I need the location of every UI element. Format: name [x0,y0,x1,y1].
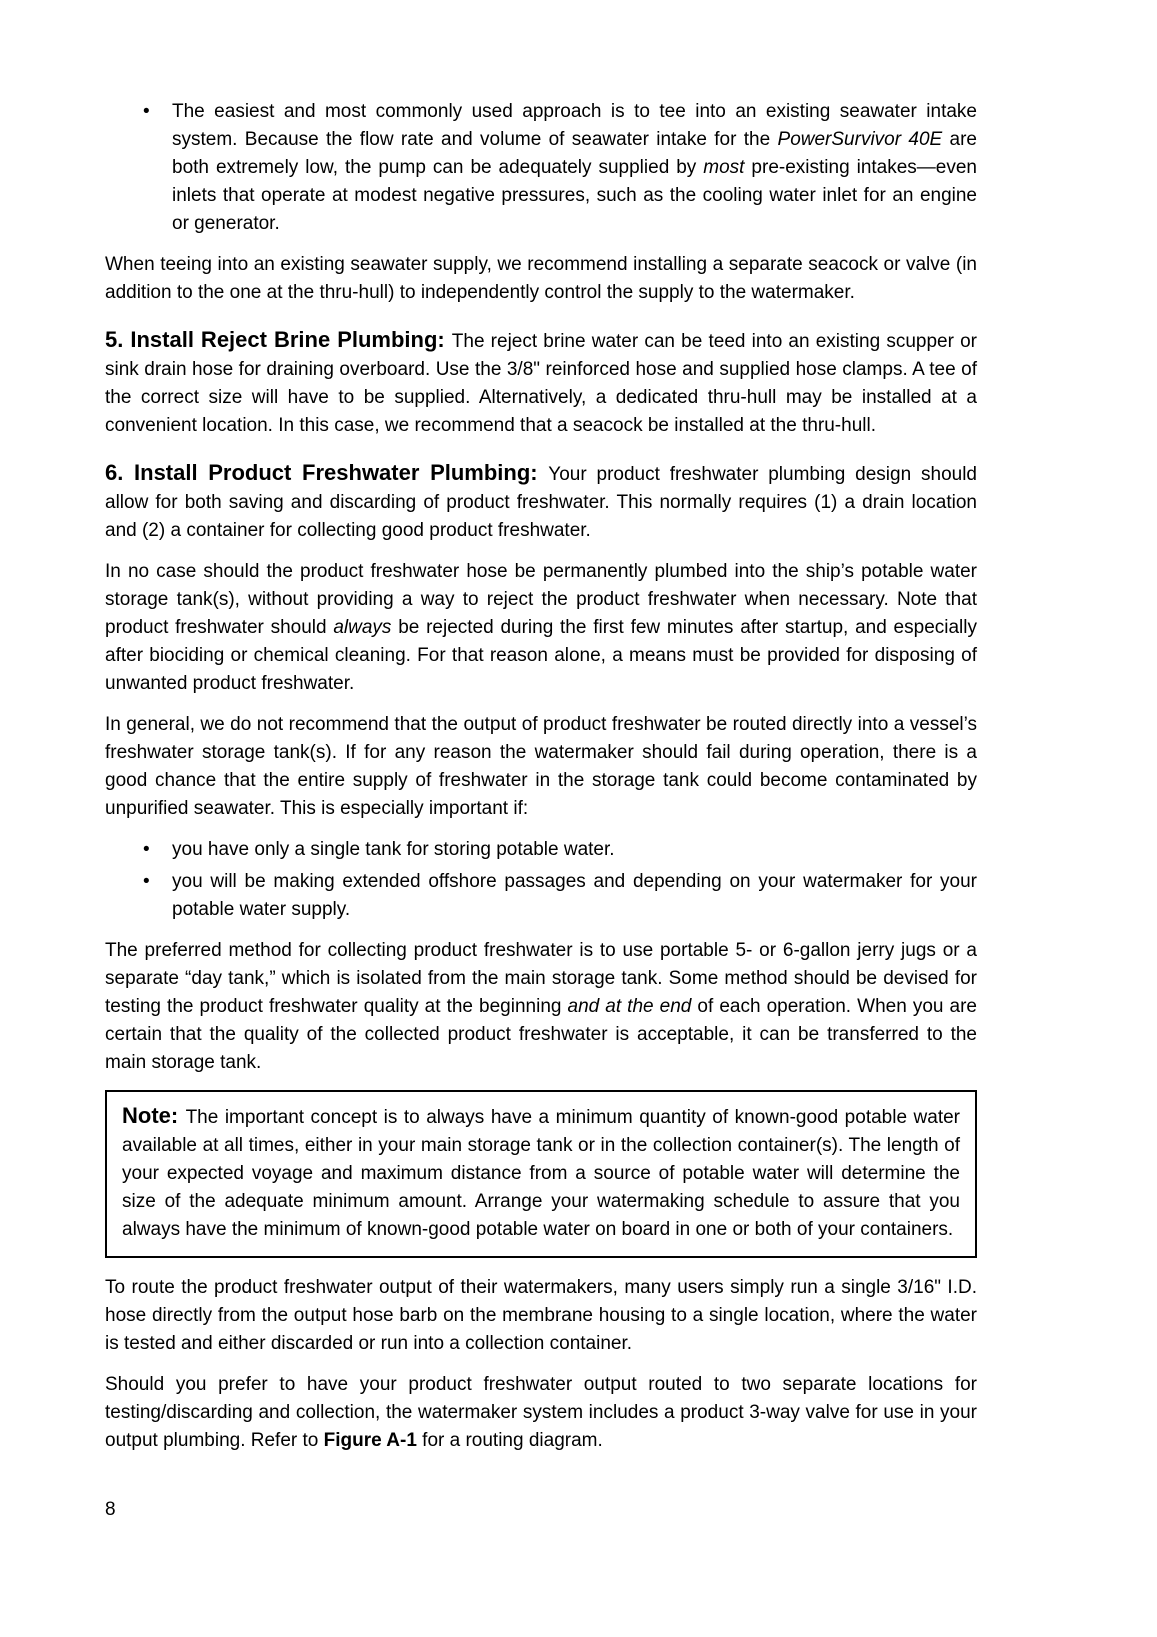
text-segment: The important concept is to always have a minimum quantity of known-good potable water available at all times, either in your main storage tank or in the collection container(s). The length of your expected voyage and maximum distance from a source of potable water will determine the size of the adequate minimum amount. Arrange your watermaking schedule to assure that you always have the minimum of known-good potable water on board in one or both of your containers. [122,1107,960,1240]
bullet-single-tank [105,836,977,864]
text-segment: of each operation. When you are certain that the quality of the collected product freshwater is acceptable, it can be transferred to the main storage tank. [105,996,977,1073]
text-segment: PowerSurvivor 40E [777,129,943,150]
para-teeing-existing-supply [105,251,977,307]
text-segment: and at the end [567,996,692,1017]
bullet-offshore-passages [105,868,977,924]
text-segment: The reject brine water can be teed into an existing scupper or sink drain hose for draining overboard. Use the 3/8" reinforced hose and supplied hose clamps. A tee of the correct size will have to be supplied. Alternatively, a dedicated thru-hull may be installed at a convenient location. In this case, we recommend that a seacock be installed at the thru-hull. [105,331,977,436]
text-segment: To route the product freshwater output of their watermakers, many users simply run a single 3/16" I.D. hose directly from the output hose barb on the membrane housing to a single location, where the water is tested and either discarded or run into a collection container. [105,1277,977,1354]
section-6-install-product-freshwater-plumbing [105,459,977,545]
text-segment: you have only a single tank for storing potable water. [172,839,615,860]
run-in-heading: 6. Install Product Freshwater Plumbing: [105,460,549,485]
text-segment: for a routing diagram. [416,1430,603,1451]
text-segment: When teeing into an existing seawater supply, we recommend installing a separate seacock or valve (in addition to the one at the thru-hull) to independently control the supply to the watermaker. [105,254,977,303]
note-text [122,1102,960,1244]
text-segment: The easiest and most commonly used approach is to tee into an existing seawater intake system. Because the flow rate and volume of seawater intake for the [172,101,977,150]
text-segment: most [703,157,745,178]
document-content [105,98,977,1468]
para-route-single-location [105,1274,977,1358]
text-segment: pre-existing intakes—even inlets that operate at modest negative pressures, such as the cooling water inlet for an engine or generator. [172,157,977,234]
text-segment: Your product freshwater plumbing design should allow for both saving and discarding of product freshwater. This normally requires (1) a drain location and (2) a container for collecting good product freshwater. [105,464,977,541]
para-preferred-method [105,937,977,1077]
note-box-minimum-potable-water [105,1090,977,1258]
para-no-permanent-plumbing [105,558,977,698]
run-in-heading: 5. Install Reject Brine Plumbing: [105,327,452,352]
page-number: 8 [105,1499,116,1520]
bullet-seawater-intake [105,98,977,238]
text-segment: Should you prefer to have your product freshwater output routed to two separate locations for testing/discarding and collection, the watermaker system includes a product 3-way valve for use in your output plumbing. Refer to [105,1374,977,1451]
run-in-heading: Note: [122,1103,186,1128]
text-segment: In no case should the product freshwater hose be permanently plumbed into the ship’s potable water storage tank(s), without providing a way to reject the product freshwater when necessary. Note that product freshwater should [105,561,977,638]
bullet-marker: • [143,101,150,122]
page-footer [105,1496,116,1524]
text-segment: In general, we do not recommend that the output of product freshwater be routed directly into a vessel’s freshwater storage tank(s). If for any reason the watermaker should fail during operation, there is a good chance that the entire supply of freshwater in the storage tank could become contaminated by unpurified seawater. This is especially important if: [105,714,977,819]
section-5-install-reject-brine-plumbing [105,326,977,440]
text-segment: Figure A-1 [323,1430,417,1451]
bullet-text [172,98,977,238]
bullet-text [172,836,977,864]
para-two-separate-locations [105,1371,977,1455]
bullet-marker: • [143,839,150,860]
text-segment: always [333,617,392,638]
bullet-marker: • [143,871,150,892]
text-segment: be rejected during the first few minutes after startup, and especially after biociding or chemical cleaning. For that reason alone, a means must be provided for disposing of unwanted product freshwater. [105,617,977,694]
text-segment: are both extremely low, the pump can be adequately supplied by [172,129,977,178]
text-segment: The preferred method for collecting product freshwater is to use portable 5- or 6-gallon jerry jugs or a separate “day tank,” which is isolated from the main storage tank. Some method should be devised for testing the product freshwater quality at the beginning [105,940,977,1017]
para-in-general-recommendation [105,711,977,823]
text-segment: you will be making extended offshore passages and depending on your watermaker for your potable water supply. [172,871,977,920]
bullet-text [172,868,977,924]
